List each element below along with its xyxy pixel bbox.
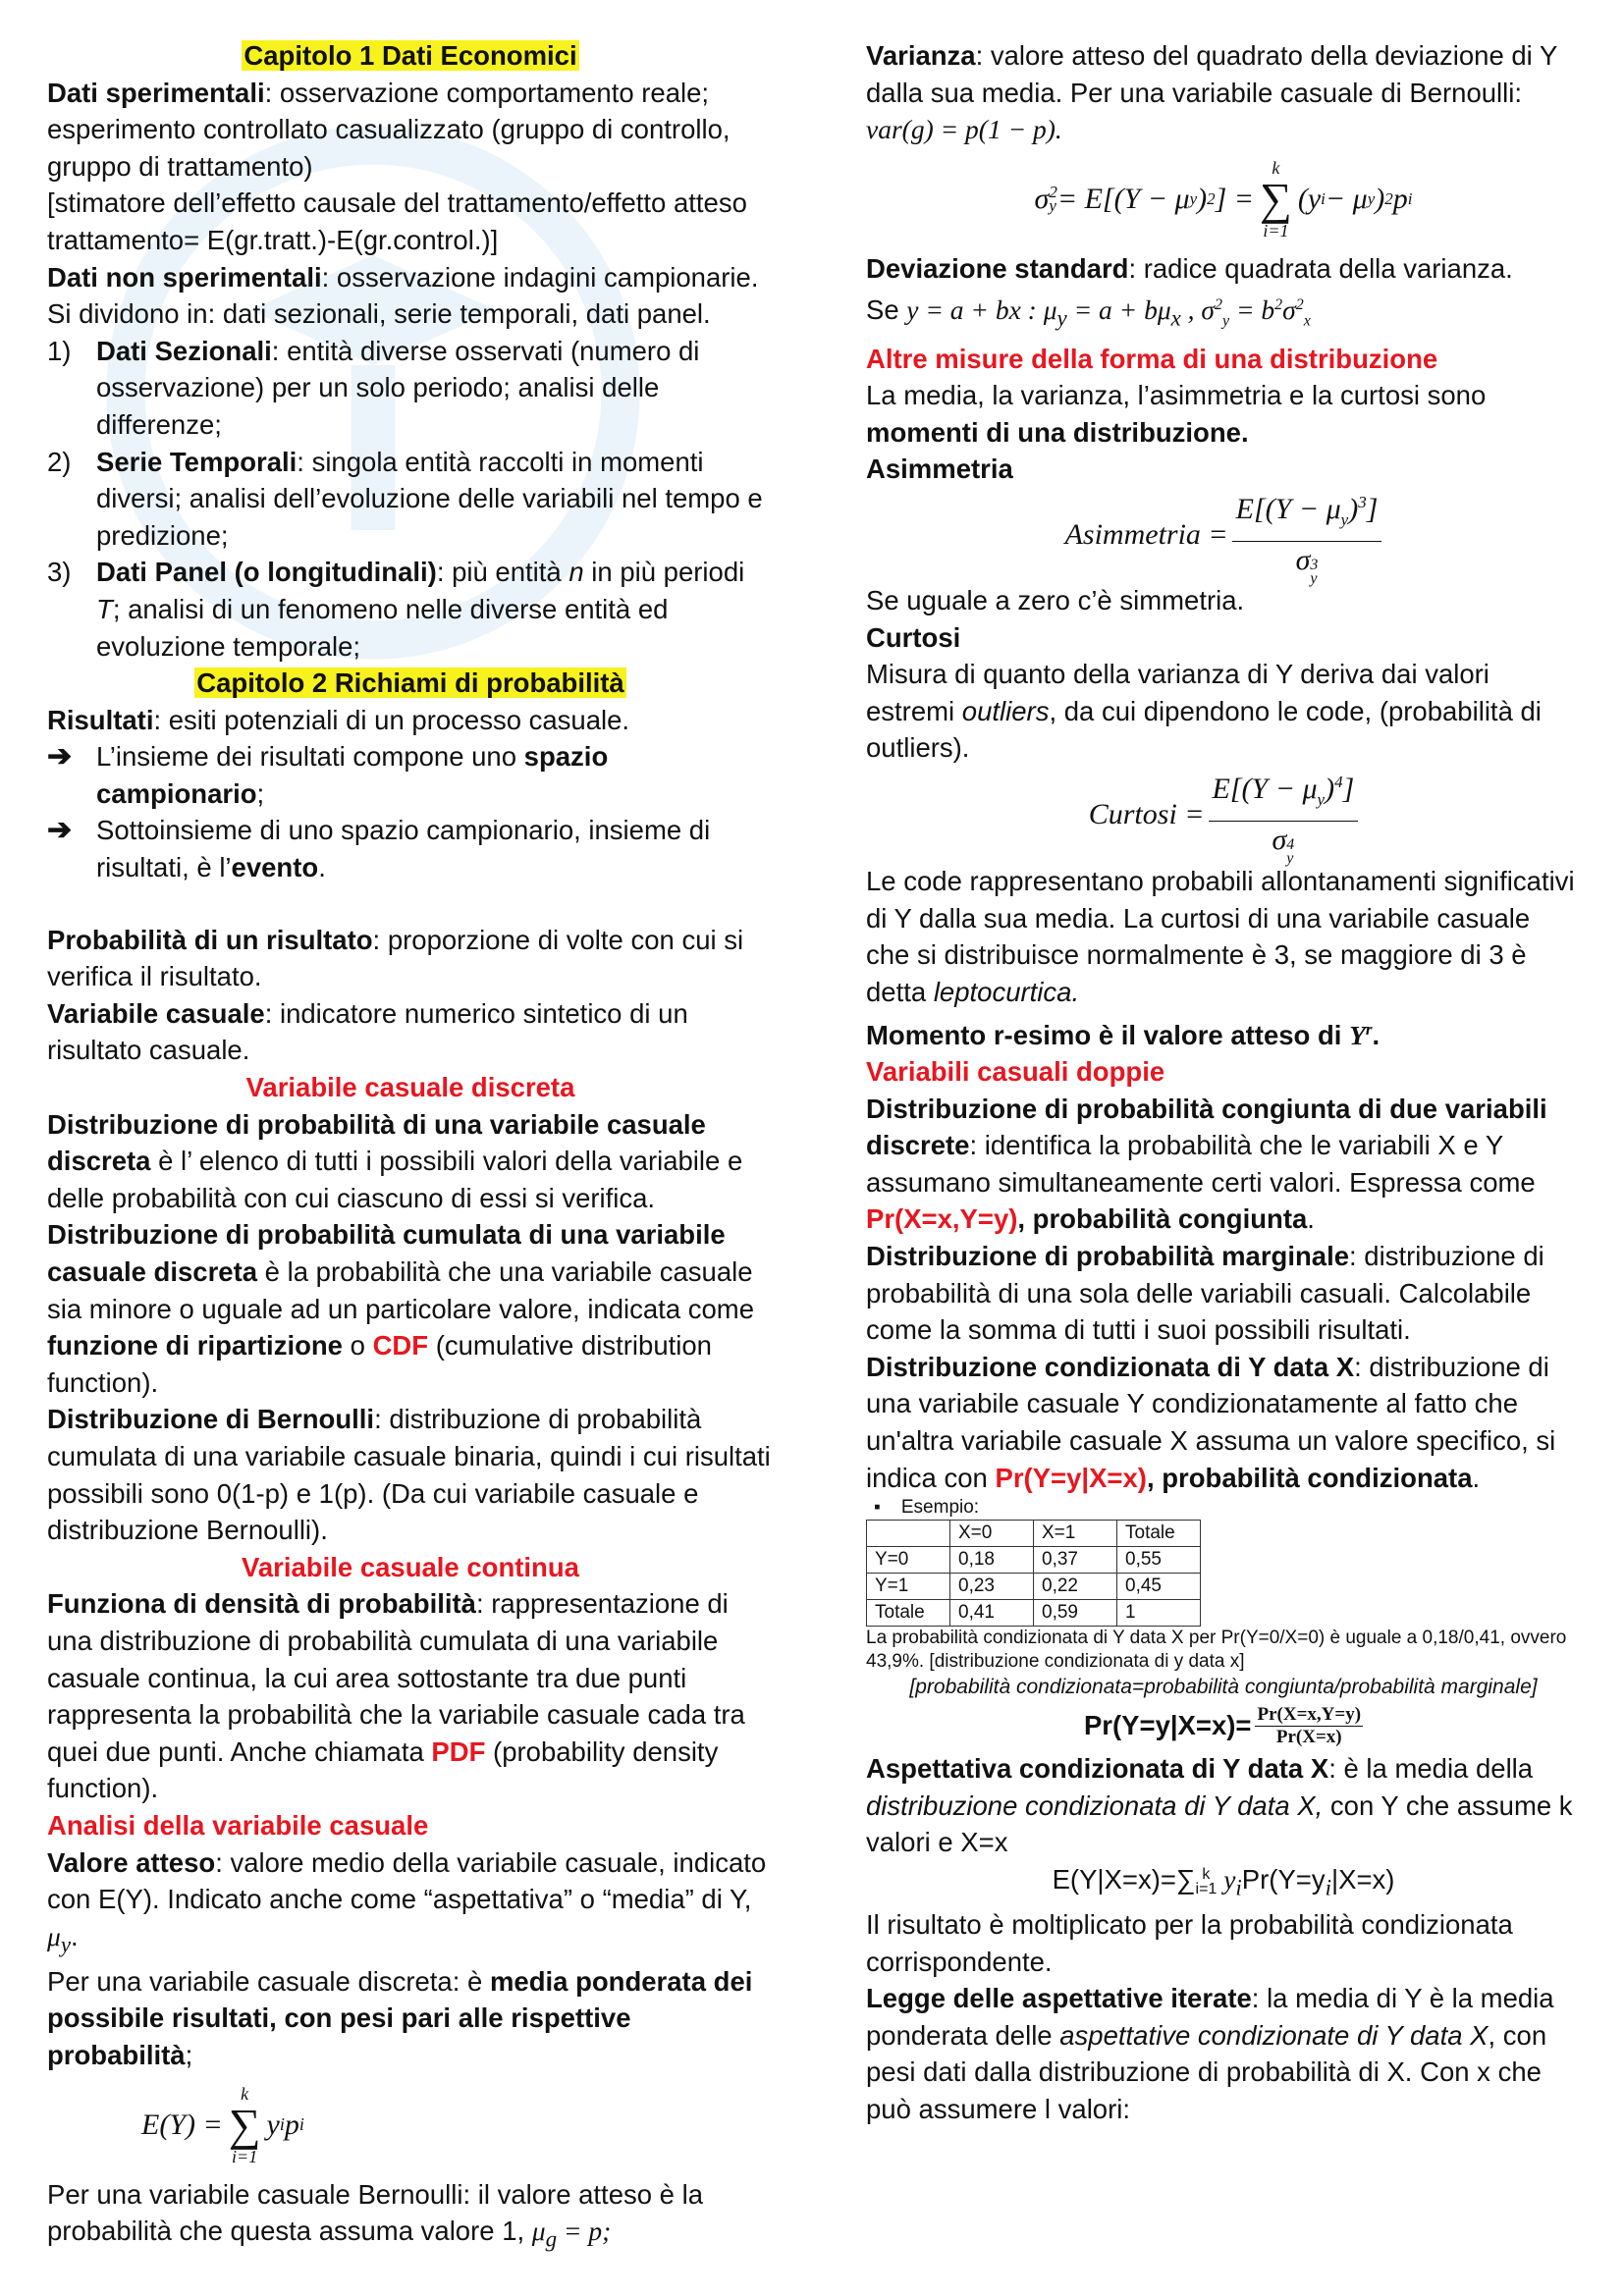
heading-discrete-variable: Variabile casuale discreta	[245, 1072, 575, 1103]
paragraph-cumulative-distribution: Distribuzione di probabilità cumulata di una variabile casuale discreta è la probabilità che una variabile casuale sia minore o uguale ad un particolare valore, indicata come funzione di ripartizione o CDF (cumulative distribution function).	[47, 1219, 754, 1398]
list-item-time-series: 2) Serie Temporali: singola entità raccolti in momenti diversi; analisi dell’evoluzione delle variabili nel tempo e predizione;	[47, 446, 763, 551]
table-cell: Y=1	[867, 1574, 950, 1600]
paragraph-non-experimental-data: Dati non sperimentali: osservazione indagini campionarie. Si dividono in: dati sezionali, serie temporali, dati panel.	[47, 261, 759, 330]
paragraph-marginal-distribution: Distribuzione di probabilità marginale: distribuzione di probabilità di una sola delle variabili casuali. Calcolabile come la somma di tutti i suoi possibili risultati.	[866, 1241, 1544, 1346]
bullet-icon: ▪	[874, 1497, 881, 1519]
heading-continuous-variable: Variabile casuale continua	[242, 1551, 579, 1582]
table-cell: 0,18	[950, 1547, 1034, 1574]
table-cell: 0,59	[1034, 1600, 1117, 1627]
arrow-item-sample-space: ➔ L’insieme dei risultati compone uno spazio campionario;	[47, 740, 609, 809]
paragraph-experimental-data: Dati sperimentali: osservazione comportamento reale; esperimento controllato casualizzato (gruppo di controllo, gruppo di trattamento)	[47, 77, 731, 182]
table-note: La probabilità condizionata di Y data X per Pr(Y=0/X=0) è uguale a 0,18/0,41, ovvero 43,9%. [distribuzione condizionata di y data x]	[866, 1628, 1567, 1673]
arrow-item-event: ➔ Sottoinsieme di uno spazio campionario, insieme di risultati, è l’evento.	[47, 814, 711, 883]
table-cell: 0,45	[1117, 1574, 1201, 1600]
paragraph-bernoulli-expected-value: Per una variabile casuale Bernoulli: il valore atteso è la probabilità che questa assuma valore 1, $\mu_g = p$;	[47, 2178, 704, 2252]
paragraph-bernoulli: Distribuzione di Bernoulli: distribuzione di probabilità cumulata di una variabile casuale binaria, quindi i cui risultati possibili sono 0(1-p) e 1(p). (Da cui variabile casuale e distribuzione Bernoulli).	[47, 1404, 771, 1546]
table-cell: 0,55	[1117, 1547, 1201, 1574]
paragraph-symmetry: Se uguale a zero c’è simmetria.	[866, 585, 1245, 615]
table-row	[867, 1574, 1201, 1600]
left-column	[47, 37, 774, 2258]
formula-kurtosis: Curtosi = $E[(Y - \mu_y)^4]$ σ 4 y	[866, 767, 1581, 863]
table-cell: Y=0	[867, 1547, 950, 1574]
paragraph-r-th-moment: Momento r-esimo è il valore atteso di $Y^r$.	[866, 1019, 1380, 1050]
list-item-cross-sectional: 1) Dati Sezionali: entità diverse osservati (numero di osservazione) per un solo periodo; analisi delle differenze;	[47, 335, 700, 440]
table-cell: X=1	[1034, 1521, 1117, 1547]
table-row	[867, 1600, 1201, 1627]
paragraph-conditional-distribution: Distribuzione condizionata di Y data X: distribuzione di una variabile casuale Y condizionatamente al fatto che un'altra variabile casuale X assuma un valore specifico, si indica con Pr(Y=y|X=x), probabilità condizionata.	[866, 1351, 1556, 1493]
paragraph-iterated-expectations: Legge delle aspettative iterate: la media di Y è la media ponderata delle aspettative condizionate di Y data X, con pesi dati dalla distribuzione di probabilità di X. Con x che può assumere l valori:	[866, 1983, 1554, 2125]
table-cell: X=0	[950, 1521, 1034, 1547]
formula-variance: σ 2 y = E[(Y − μ y ) 2 ] = k ∑ i=1 (y i − μ y ) 2 p i	[1034, 157, 1413, 240]
chapter-2-title: Capitolo 2 Richiami di probabilità	[196, 667, 624, 699]
table-bracket-note: [probabilità condizionata=probabilità congiunta/probabilità marginale]	[909, 1676, 1538, 1699]
paragraph-probability-of-result: Probabilità di un risultato: proporzione di volte con cui si verifica il risultato.	[47, 924, 744, 992]
example-label: ▪ Esempio:	[874, 1497, 980, 1519]
table-cell: Totale	[1117, 1521, 1201, 1547]
paragraph-standard-deviation: Deviazione standard: radice quadrata della varianza.	[866, 252, 1513, 284]
heading-double-random-variables: Variabili casuali doppie	[866, 1056, 1165, 1088]
heading-other-shape-measures: Altre misure della forma di una distribuzione	[866, 343, 1438, 374]
paragraph-density-function: Funziona di densità di probabilità: rappresentazione di una distribuzione di probabilità cumulata di una variabile casuale continua, la cui area sottostante tra due punti rappresenta la probabilità che la variabile casuale cada tra quei due punti. Anche chiamata PDF (probability density function).	[47, 1588, 745, 1804]
arrow-icon: ➔	[47, 740, 73, 774]
paragraph-random-variable: Variabile casuale: indicatore numerico sintetico di un risultato casuale.	[47, 997, 688, 1066]
table-cell	[867, 1521, 950, 1547]
paragraph-result-multiplied: Il risultato è moltiplicato per la probabilità condizionata corrispondente.	[866, 1909, 1513, 1977]
table-cell: 1	[1117, 1600, 1201, 1627]
paragraph-variance: Varianza: valore atteso del quadrato della deviazione di Y dalla sua media. Per una variabile casuale di Bernoulli:	[866, 40, 1557, 108]
arrow-icon: ➔	[47, 814, 73, 847]
paragraph-discrete-weighted-mean: Per una variabile casuale discreta: è media ponderata dei possibile risultati, con pesi pari alle rispettive probabilità;	[47, 1965, 753, 2070]
table-cell: 0,41	[950, 1600, 1034, 1627]
right-column	[866, 37, 1581, 2128]
paragraph-joint-distribution: Distribuzione di probabilità congiunta di due variabili discrete: identifica la probabilità che le variabili X e Y assumano simultaneamente certi valori. Espressa come Pr(X=x,Y=y), probabilità congiunta.	[866, 1093, 1547, 1235]
heading-skewness: Asimmetria	[866, 454, 1013, 485]
paragraph-discrete-distribution: Distribuzione di probabilità di una variabile casuale discreta è l’ elenco di tutti i possibili valori della variabile e delle probabilità con cui ciascuno di essi si verifica.	[47, 1108, 743, 1213]
paragraph-moments: La media, la varianza, l’asimmetria e la curtosi sono momenti di una distribuzione.	[866, 380, 1487, 448]
paragraph-kurtosis-definition: Misura di quanto della varianza di Y deriva dai valori estremi outliers, da cui dipendono le code, (probabilità di outliers).	[866, 659, 1542, 764]
list-item-panel: 3) Dati Panel (o longitudinali): più entità n in più periodi T; analisi di un fenomeno nelle diverse entità ed evoluzione temporale;	[47, 557, 745, 662]
formula-expected-value: E(Y) = k ∑ i=1 y i p i	[141, 2083, 304, 2166]
heading-variable-analysis: Analisi della variabile casuale	[47, 1809, 429, 1841]
heading-kurtosis: Curtosi	[866, 621, 961, 653]
formula-skewness: Asimmetria = $E[(Y - \mu_y)^3]$ σ 3 y	[866, 488, 1581, 582]
formula-conditional-expectation: E(Y|X=x)=∑ k i=1 $y_iPr(Y=y_i|X=x)$	[1052, 1864, 1395, 1900]
table-row	[867, 1547, 1201, 1574]
table-cell: 0,23	[950, 1574, 1034, 1600]
paragraph-linear-transformation: Se y = a + bx : $\mu_y = a + b\mu_x$ , $\sigma^2_y = b^2\sigma^2_x$	[866, 294, 1311, 332]
paragraph-tails: Le code rappresentano probabili allontanamenti significativi di Y dalla sua media. La curtosi di una variabile casuale che si distribuisce normalmente è 3, se maggiore di 3 è detta leptocurtica.	[866, 865, 1575, 1007]
formula-conditional-probability: Pr(Y=y|X=x)= $\frac{Pr(X=x,Y=y)}{Pr(X=x)}$	[1083, 1703, 1362, 1747]
formula-bernoulli-variance: var(g) = p(1 − p).	[866, 114, 1062, 145]
table-header-row	[867, 1521, 1201, 1547]
paragraph-conditional-expectation: Aspettativa condizionata di Y data X: è la media della distribuzione condizionata di Y data X, con Y che assume k valori e X=x	[866, 1753, 1573, 1858]
table-cell: 0,22	[1034, 1574, 1117, 1600]
paragraph-expected-value: Valore atteso: valore medio della variabile casuale, indicato con E(Y). Indicato anche come “aspettativa” o “media” di Y, $\mu_y$.	[47, 1846, 767, 1957]
example-table	[866, 1520, 1201, 1627]
table-cell: 0,37	[1034, 1547, 1117, 1574]
paragraph-causal-estimator: [stimatore dell’effetto causale del trattamento/effetto atteso trattamento= E(gr.tratt.)-E(gr.control.)]	[47, 187, 747, 255]
table-cell: Totale	[867, 1600, 950, 1627]
chapter-1-title: Capitolo 1 Dati Economici	[244, 40, 577, 71]
paragraph-results: Risultati: esiti potenziali di un processo casuale.	[47, 704, 630, 735]
